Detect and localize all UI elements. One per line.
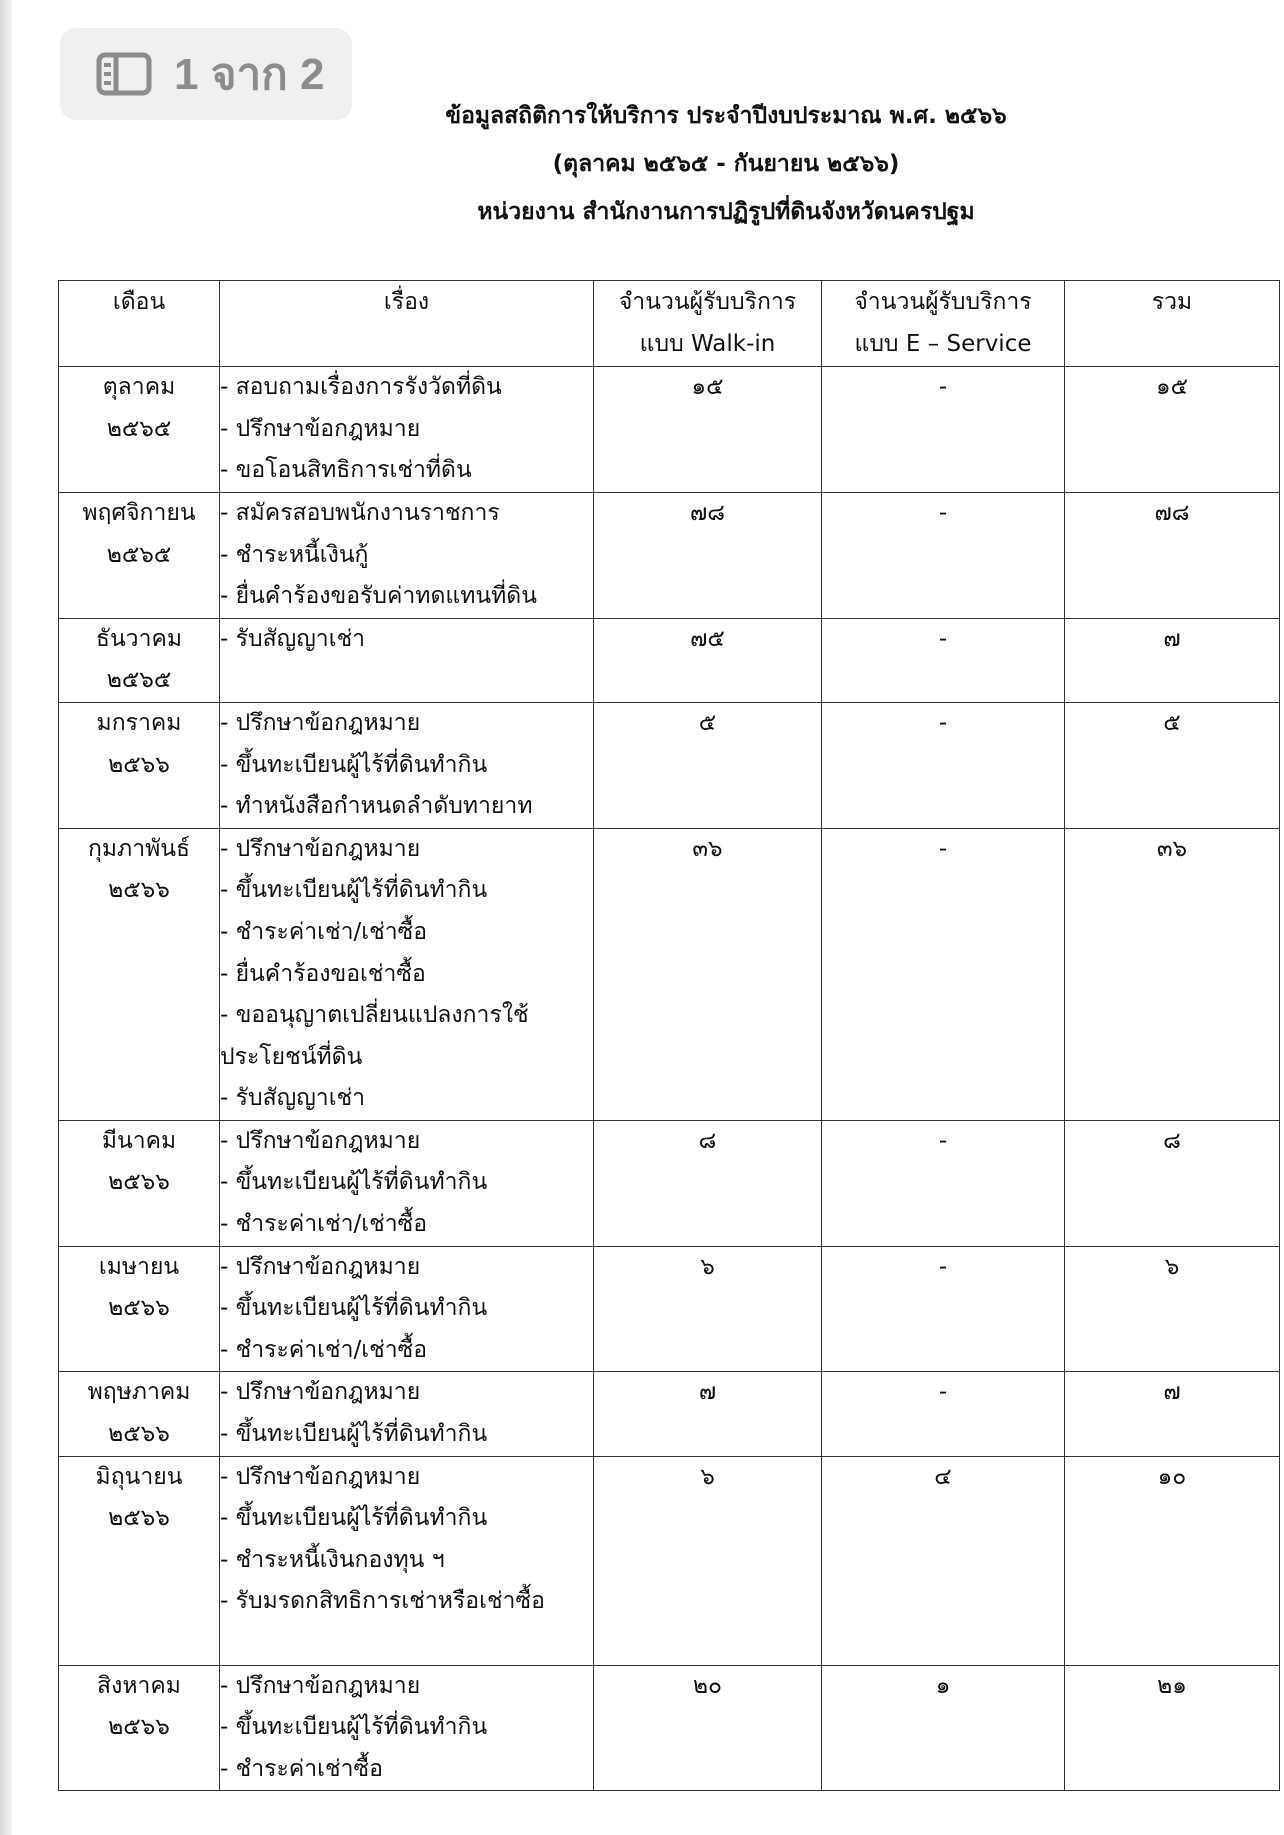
window-edge	[0, 0, 12, 1835]
month-year: ๒๕๖๕	[106, 667, 172, 694]
eservice-count-cell: -	[822, 702, 1065, 828]
subject-item: - ขึ้นทะเบียนผู้ไร้ที่ดินทำกิน	[220, 1714, 488, 1741]
total-count-cell: ๑๕	[1065, 367, 1280, 493]
table-row	[59, 1456, 1280, 1665]
walkin-count-cell: ๑๕	[594, 367, 822, 493]
subject-cell	[220, 828, 594, 1120]
subject-item: - ปรึกษาข้อกฎหมาย	[220, 415, 421, 442]
eservice-count-cell: ๔	[822, 1456, 1065, 1665]
subject-item: - ชำระค่าเช่า/เช่าซื้อ	[220, 918, 428, 945]
subject-item	[220, 1623, 593, 1665]
walkin-count-cell: ๕	[594, 702, 822, 828]
subject-item: ประโยชน์ที่ดิน	[220, 1043, 363, 1070]
month-name: มกราคม	[96, 709, 182, 736]
total-count-cell: ๖	[1065, 1246, 1280, 1372]
month-year: ๒๕๖๕	[106, 415, 172, 442]
subject-cell	[220, 1246, 594, 1372]
walkin-count-cell: ๘	[594, 1120, 822, 1246]
subject-item: - สมัครสอบพนักงานราชการ	[220, 499, 500, 526]
month-year: ๒๕๖๖	[108, 1505, 170, 1532]
subject-cell	[220, 618, 594, 702]
col-eservice-header: จำนวนผู้รับบริการ แบบ E – Service	[822, 281, 1065, 367]
month-name: ธันวาคม	[95, 625, 183, 652]
subject-item: - ปรึกษาข้อกฎหมาย	[220, 1127, 421, 1154]
total-count-cell: ๕	[1065, 702, 1280, 828]
subject-item: - ปรึกษาข้อกฎหมาย	[220, 1253, 421, 1280]
eservice-count-cell: -	[822, 828, 1065, 1120]
month-name: พฤศจิกายน	[82, 499, 196, 526]
subject-item: - ขึ้นทะเบียนผู้ไร้ที่ดินทำกิน	[220, 1169, 488, 1196]
walkin-count-cell: ๗	[594, 1372, 822, 1456]
eservice-count-cell: -	[822, 1246, 1065, 1372]
walkin-count-cell: ๓๖	[594, 828, 822, 1120]
month-year: ๒๕๖๖	[108, 751, 170, 778]
table-row	[59, 618, 1280, 702]
header-period: (ตุลาคม ๒๕๖๕ - กันยายน ๒๕๖๖)	[552, 151, 900, 177]
subject-item: - ปรึกษาข้อกฎหมาย	[220, 709, 421, 736]
table-row	[59, 1665, 1280, 1791]
month-year: ๒๕๖๖	[108, 1169, 170, 1196]
month-year: ๒๕๖๖	[108, 1295, 170, 1322]
page-label: 1 จาก 2	[174, 50, 325, 99]
month-cell	[59, 492, 220, 618]
subject-item: - ทำหนังสือกำหนดลำดับทายาท	[220, 793, 533, 820]
subject-item: - ขึ้นทะเบียนผู้ไร้ที่ดินทำกิน	[220, 751, 488, 778]
total-count-cell: ๗	[1065, 618, 1280, 702]
month-cell	[59, 367, 220, 493]
total-count-cell: ๒๑	[1065, 1665, 1280, 1791]
table-row	[59, 367, 1280, 493]
eservice-count-cell: -	[822, 367, 1065, 493]
table-header-row	[59, 281, 1280, 367]
month-year: ๒๕๖๕	[106, 541, 172, 568]
month-cell	[59, 828, 220, 1120]
col-walkin-header: จำนวนผู้รับบริการ แบบ Walk-in	[594, 281, 822, 367]
month-year: ๒๕๖๖	[108, 1421, 170, 1448]
subject-cell	[220, 1456, 594, 1665]
subject-cell	[220, 1665, 594, 1791]
table-row	[59, 702, 1280, 828]
table-row	[59, 1372, 1280, 1456]
month-name: ตุลาคม	[102, 374, 176, 401]
month-cell	[59, 618, 220, 702]
subject-item: - ชำระหนี้เงินกู้	[220, 541, 369, 568]
document-header	[0, 92, 1284, 236]
subject-item: - ยื่นคำร้องขอรับค่าทดแทนที่ดิน	[220, 583, 537, 610]
subject-item: - รับสัญญาเช่า	[220, 1085, 366, 1112]
table-row	[59, 492, 1280, 618]
total-count-cell: ๗๘	[1065, 492, 1280, 618]
subject-item: - ปรึกษาข้อกฎหมาย	[220, 835, 421, 862]
eservice-count-cell: -	[822, 618, 1065, 702]
subject-item: - ขึ้นทะเบียนผู้ไร้ที่ดินทำกิน	[220, 1421, 488, 1448]
statistics-table	[58, 280, 1280, 1791]
subject-item: - ชำระค่าเช่า/เช่าซื้อ	[220, 1211, 428, 1238]
subject-item: - ขอโอนสิทธิการเช่าที่ดิน	[220, 457, 472, 484]
subject-item: - ชำระค่าเช่า/เช่าซื้อ	[220, 1336, 428, 1363]
subject-item: - ปรึกษาข้อกฎหมาย	[220, 1379, 421, 1406]
subject-item: - ขึ้นทะเบียนผู้ไร้ที่ดินทำกิน	[220, 1505, 488, 1532]
subject-item: - ขึ้นทะเบียนผู้ไร้ที่ดินทำกิน	[220, 1295, 488, 1322]
subject-item: - ปรึกษาข้อกฎหมาย	[220, 1463, 421, 1490]
total-count-cell: ๑๐	[1065, 1456, 1280, 1665]
month-name: กุมภาพันธ์	[87, 835, 191, 862]
walkin-count-cell: ๖	[594, 1246, 822, 1372]
header-agency: หน่วยงาน สำนักงานการปฏิรูปที่ดินจังหวัดนครปฐม	[477, 199, 975, 225]
month-cell	[59, 1246, 220, 1372]
month-name: มีนาคม	[101, 1127, 177, 1154]
month-name: มิถุนายน	[95, 1463, 183, 1490]
table-row	[59, 828, 1280, 1120]
subject-item: - ชำระหนี้เงินกองทุน ฯ	[220, 1546, 445, 1573]
subject-cell	[220, 367, 594, 493]
header-title: ข้อมูลสถิติการให้บริการ ประจำปีงบประมาณ พ.ศ. ๒๕๖๖	[445, 103, 1007, 129]
month-year: ๒๕๖๖	[108, 877, 170, 904]
eservice-count-cell: -	[822, 1372, 1065, 1456]
col-total-header: รวม	[1065, 281, 1280, 367]
eservice-count-cell: -	[822, 1120, 1065, 1246]
month-cell	[59, 1665, 220, 1791]
col-subject-header: เรื่อง	[220, 281, 594, 367]
subject-item: - สอบถามเรื่องการรังวัดที่ดิน	[220, 374, 502, 401]
table-row	[59, 1246, 1280, 1372]
total-count-cell: ๓๖	[1065, 828, 1280, 1120]
walkin-count-cell: ๗๕	[594, 618, 822, 702]
subject-cell	[220, 1120, 594, 1246]
month-cell	[59, 1120, 220, 1246]
subject-item: - ปรึกษาข้อกฎหมาย	[220, 1672, 421, 1699]
month-cell	[59, 1456, 220, 1665]
month-cell	[59, 702, 220, 828]
table-row	[59, 1120, 1280, 1246]
month-name: เมษายน	[98, 1253, 180, 1280]
month-name: สิงหาคม	[97, 1672, 181, 1699]
subject-item: - รับมรดกสิทธิการเช่าหรือเช่าซื้อ	[220, 1588, 545, 1615]
eservice-count-cell: ๑	[822, 1665, 1065, 1791]
subject-item: - ขึ้นทะเบียนผู้ไร้ที่ดินทำกิน	[220, 877, 488, 904]
eservice-count-cell: -	[822, 492, 1065, 618]
walkin-count-cell: ๖	[594, 1456, 822, 1665]
sidebar-icon[interactable]	[96, 52, 152, 96]
subject-item: - ชำระค่าเช่าซื้อ	[220, 1755, 383, 1782]
subject-item: - รับสัญญาเช่า	[220, 625, 366, 652]
total-count-cell: ๗	[1065, 1372, 1280, 1456]
total-count-cell: ๘	[1065, 1120, 1280, 1246]
walkin-count-cell: ๗๘	[594, 492, 822, 618]
month-name: พฤษภาคม	[87, 1379, 191, 1406]
subject-cell	[220, 492, 594, 618]
subject-item: - ขออนุญาตเปลี่ยนแปลงการใช้	[220, 1002, 529, 1029]
subject-cell	[220, 702, 594, 828]
subject-item: - ยื่นคำร้องขอเช่าซื้อ	[220, 960, 426, 987]
subject-cell	[220, 1372, 594, 1456]
month-year: ๒๕๖๖	[108, 1714, 170, 1741]
col-month-header: เดือน	[59, 281, 220, 367]
walkin-count-cell: ๒๐	[594, 1665, 822, 1791]
month-cell	[59, 1372, 220, 1456]
